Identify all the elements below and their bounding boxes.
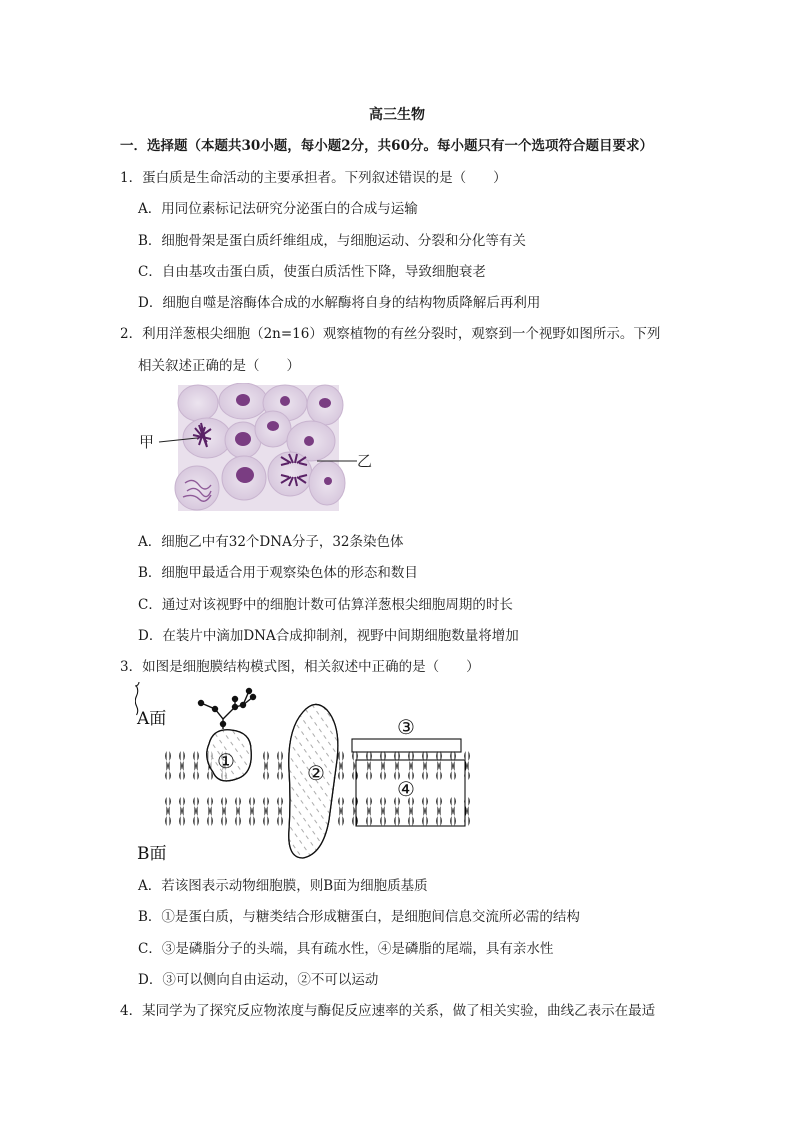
marker-3: ③ xyxy=(397,715,415,739)
q2-option-b: B．细胞甲最适合用于观察染色体的形态和数目 xyxy=(138,565,418,581)
q3-option-c: C．③是磷脂分子的头端，具有疏水性，④是磷脂的尾端，具有亲水性 xyxy=(138,941,554,957)
q1-option-b: B．细胞骨架是蛋白质纤维组成，与细胞运动、分裂和分化等有关 xyxy=(138,233,526,249)
question-4-stem: 4．某同学为了探究反应物浓度与酶促反应速率的关系，做了相关实验，曲线乙表示在最适 xyxy=(120,1003,656,1019)
question-2-stem-line1: 2．利用洋葱根尖细胞（2n=16）观察植物的有丝分裂时，观察到一个视野如图所示。下列 xyxy=(120,326,661,342)
marker-1: ① xyxy=(217,749,235,773)
q1-option-d: D．细胞自噬是溶酶体合成的水解酶将自身的结构物质降解后再利用 xyxy=(138,295,541,311)
question-2-stem-line2: 相关叙述正确的是（ ） xyxy=(138,358,300,374)
q3-option-b: B．①是蛋白质，与糖类结合形成糖蛋白，是细胞间信息交流所必需的结构 xyxy=(138,909,580,925)
q3-option-d: D．③可以侧向自由运动，②不可以运动 xyxy=(138,972,379,988)
q2-option-a: A．细胞乙中有32个DNA分子，32条染色体 xyxy=(138,534,404,550)
label-a-side: A面 xyxy=(137,709,167,729)
marker-4: ④ xyxy=(397,777,415,801)
membrane-diagram xyxy=(135,682,485,867)
section-heading: 一．选择题（本题共30小题，每小题2分，共60分。每小题只有一个选项符合题目要求） xyxy=(120,138,653,154)
q2-option-d: D．在装片中滴加DNA合成抑制剂，视野中间期细胞数量将增加 xyxy=(138,628,519,644)
question-3-stem: 3．如图是细胞膜结构模式图，相关叙述中正确的是（ ） xyxy=(120,659,480,675)
question-1-stem: 1．蛋白质是生命活动的主要承担者。下列叙述错误的是（ ） xyxy=(120,170,507,186)
label-yi: 乙 xyxy=(357,452,373,470)
q1-option-a: A．用同位素标记法研究分泌蛋白的合成与运输 xyxy=(138,201,418,217)
q2-option-c: C．通过对该视野中的细胞计数可估算洋葱根尖细胞周期的时长 xyxy=(138,597,513,613)
page-title: 高三生物 xyxy=(369,107,425,123)
sugar-chain xyxy=(199,689,256,730)
label-jia: 甲 xyxy=(139,433,155,451)
q3-option-a: A．若该图表示动物细胞膜，则B面为细胞质基质 xyxy=(138,878,428,894)
q1-option-c: C．自由基攻击蛋白质，使蛋白质活性下降，导致细胞衰老 xyxy=(138,264,486,280)
micrograph-figure xyxy=(135,383,375,515)
marker-2: ② xyxy=(307,761,325,785)
label-b-side: B面 xyxy=(137,844,167,864)
